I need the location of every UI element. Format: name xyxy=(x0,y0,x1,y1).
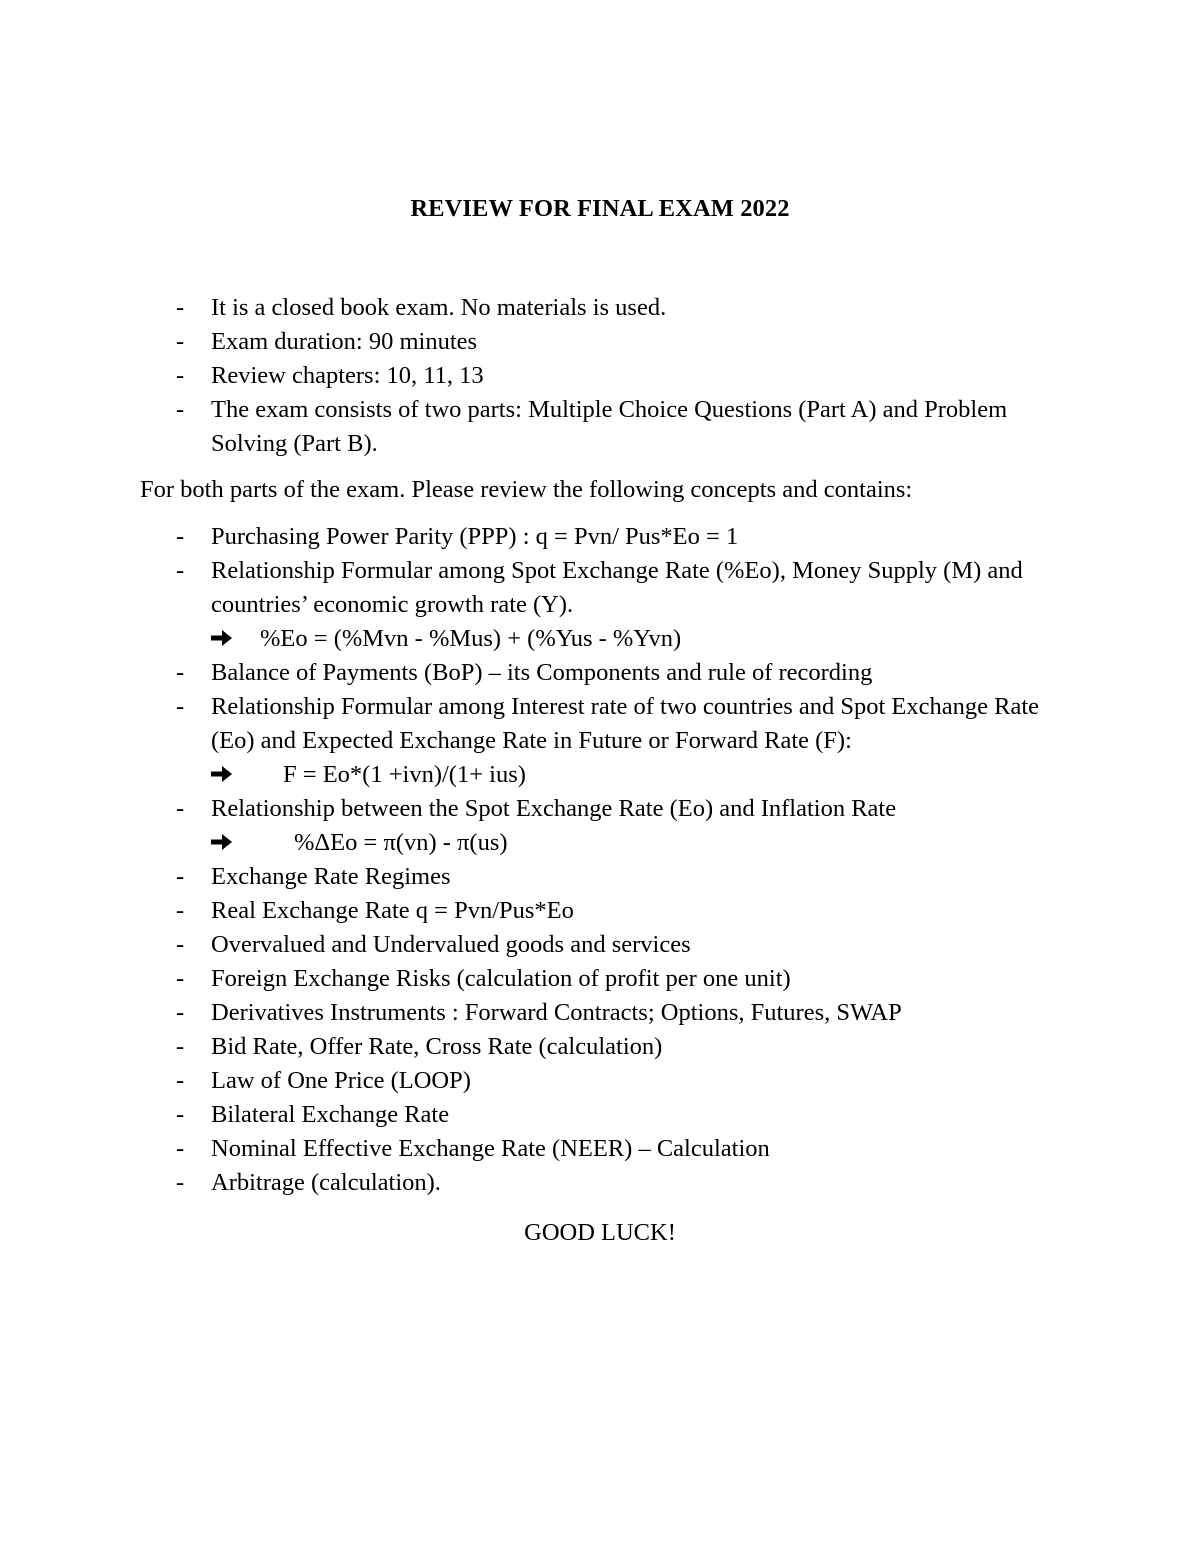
bullet-dash: - xyxy=(176,659,185,686)
intro-paragraph: For both parts of the exam. Please review the following concepts and contains: xyxy=(140,476,913,503)
list-item-text: Exam duration: 90 minutes xyxy=(211,328,478,355)
concepts-list xyxy=(140,520,1060,1200)
formula-line xyxy=(140,826,1060,860)
list-item xyxy=(140,1030,1060,1064)
list-item-text: Law of One Price (LOOP) xyxy=(211,1067,471,1094)
list-item-text: Derivatives Instruments : Forward Contracts; Options, Futures, SWAP xyxy=(211,999,902,1026)
bullet-dash: - xyxy=(176,1101,185,1128)
list-item xyxy=(140,1166,1060,1200)
list-item-text: Purchasing Power Parity (PPP) : q = Pvn/ Pus*Eo = 1 xyxy=(211,523,739,550)
list-item-text: The exam consists of two parts: Multiple Choice Questions (Part A) and Problem Solving (Part B). xyxy=(211,396,1008,457)
formula-text: %ΔEo = π(vn) - π(us) xyxy=(294,829,508,856)
bullet-dash: - xyxy=(176,931,185,958)
list-item-text: Exchange Rate Regimes xyxy=(211,863,451,890)
list-item xyxy=(140,656,1060,690)
list-item xyxy=(140,325,1060,359)
list-item-text: Nominal Effective Exchange Rate (NEER) – Calculation xyxy=(211,1135,770,1162)
list-item xyxy=(140,554,1060,622)
bullet-dash: - xyxy=(176,1169,185,1196)
list-item xyxy=(140,928,1060,962)
bullet-dash: - xyxy=(176,965,185,992)
bullet-dash: - xyxy=(176,294,185,321)
list-item-text: Relationship Formular among Spot Exchange Rate (%Eo), Money Supply (M) and countries’ economic growth rate (Y). xyxy=(211,557,1023,618)
bullet-dash: - xyxy=(176,396,185,423)
list-item xyxy=(140,520,1060,554)
list-item-text: It is a closed book exam. No materials is used. xyxy=(211,294,667,321)
list-item xyxy=(140,962,1060,996)
bullet-dash: - xyxy=(176,328,185,355)
list-item-text: Relationship Formular among Interest rate of two countries and Spot Exchange Rate (Eo) and Expected Exchange Rate in Future or Forward Rate (F): xyxy=(211,693,1040,754)
bullet-dash: - xyxy=(176,1067,185,1094)
bullet-dash: - xyxy=(176,693,185,720)
list-item-text: Arbitrage (calculation). xyxy=(211,1169,441,1196)
formula-text: %Eo = (%Mvn - %Mus) + (%Yus - %Yvn) xyxy=(260,625,682,652)
bullet-dash: - xyxy=(176,897,185,924)
list-item xyxy=(140,690,1060,758)
bullet-dash: - xyxy=(176,999,185,1026)
list-item xyxy=(140,860,1060,894)
list-item-text: Real Exchange Rate q = Pvn/Pus*Eo xyxy=(211,897,574,924)
formula-line xyxy=(140,622,1060,656)
list-item-text: Relationship between the Spot Exchange Rate (Eo) and Inflation Rate xyxy=(211,795,897,822)
list-item xyxy=(140,1098,1060,1132)
list-item xyxy=(140,1132,1060,1166)
list-item xyxy=(140,792,1060,826)
right-arrow-icon xyxy=(211,628,233,648)
general-info-list xyxy=(140,291,1060,461)
list-item-text: Bid Rate, Offer Rate, Cross Rate (calculation) xyxy=(211,1033,663,1060)
bullet-dash: - xyxy=(176,523,185,550)
list-item xyxy=(140,393,1060,461)
formula-line xyxy=(140,758,1060,792)
closing-line: GOOD LUCK! xyxy=(524,1219,676,1246)
list-item-text: Bilateral Exchange Rate xyxy=(211,1101,450,1128)
right-arrow-icon xyxy=(211,832,233,852)
document-title: REVIEW FOR FINAL EXAM 2022 xyxy=(410,195,790,222)
list-item xyxy=(140,291,1060,325)
list-item xyxy=(140,894,1060,928)
list-item-text: Review chapters: 10, 11, 13 xyxy=(211,362,484,389)
bullet-dash: - xyxy=(176,1033,185,1060)
bullet-dash: - xyxy=(176,1135,185,1162)
bullet-dash: - xyxy=(176,362,185,389)
list-item xyxy=(140,996,1060,1030)
list-item-text: Foreign Exchange Risks (calculation of profit per one unit) xyxy=(211,965,791,992)
list-item-text: Balance of Payments (BoP) – its Components and rule of recording xyxy=(211,659,873,686)
formula-text: F = Eo*(1 +ivn)/(1+ ius) xyxy=(283,761,526,788)
list-item xyxy=(140,1064,1060,1098)
list-item-text: Overvalued and Undervalued goods and services xyxy=(211,931,691,958)
list-item xyxy=(140,359,1060,393)
right-arrow-icon xyxy=(211,764,233,784)
bullet-dash: - xyxy=(176,557,185,584)
bullet-dash: - xyxy=(176,863,185,890)
bullet-dash: - xyxy=(176,795,185,822)
